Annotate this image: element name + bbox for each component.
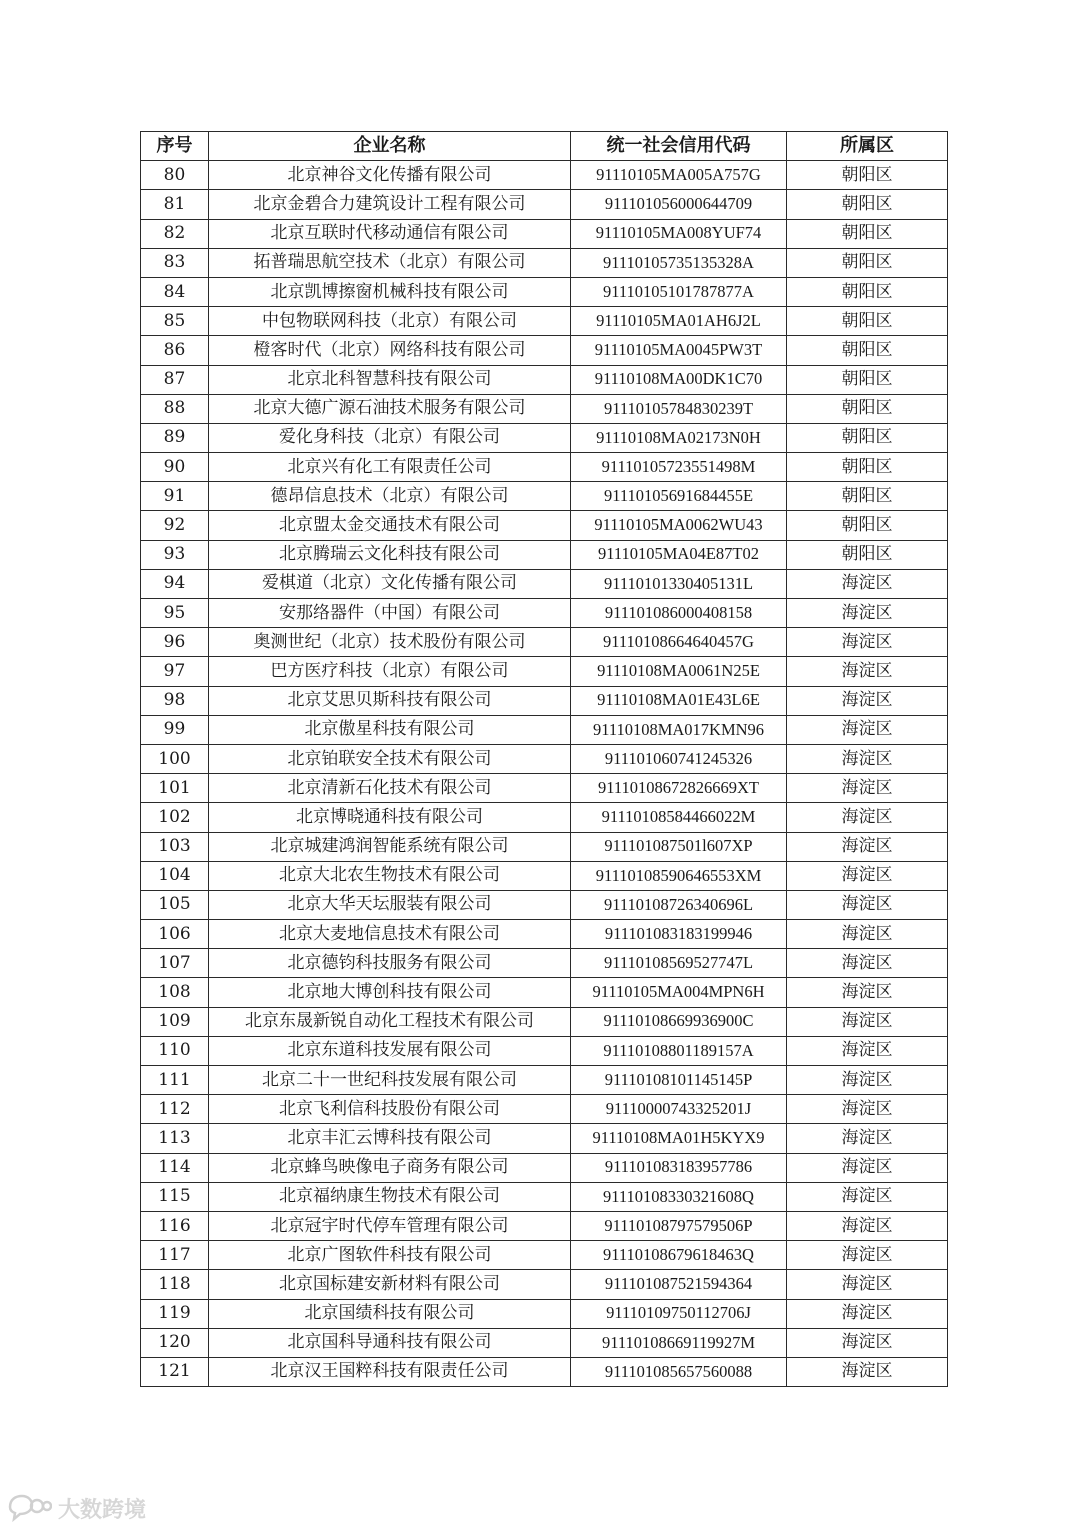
cell-credit-code: 91110105101787877A bbox=[571, 277, 787, 306]
cell-district: 海淀区 bbox=[787, 686, 948, 715]
cell-seq: 101 bbox=[141, 774, 209, 803]
watermark bbox=[6, 1488, 146, 1528]
cell-credit-code: 91110105MA004MPN6H bbox=[571, 978, 787, 1007]
cell-district: 海淀区 bbox=[787, 1357, 948, 1386]
cell-credit-code: 91110108101145145P bbox=[571, 1066, 787, 1095]
cell-district: 海淀区 bbox=[787, 803, 948, 832]
cell-company-name: 德昂信息技术（北京）有限公司 bbox=[209, 482, 571, 511]
cell-credit-code: 91110108664640457G bbox=[571, 628, 787, 657]
cell-seq: 120 bbox=[141, 1328, 209, 1357]
table-row bbox=[141, 774, 948, 803]
cell-company-name: 北京二十一世纪科技发展有限公司 bbox=[209, 1066, 571, 1095]
cell-credit-code: 91110108590646553XM bbox=[571, 861, 787, 890]
cell-company-name: 北京北科智慧科技有限公司 bbox=[209, 365, 571, 394]
cell-credit-code: 91110105723551498M bbox=[571, 453, 787, 482]
cell-credit-code: 91110108330321608Q bbox=[571, 1182, 787, 1211]
table-body bbox=[141, 161, 948, 1387]
cell-company-name: 拓普瑞思航空技术（北京）有限公司 bbox=[209, 248, 571, 277]
cell-credit-code: 91110108726340696L bbox=[571, 890, 787, 919]
cell-company-name: 北京国绩科技有限公司 bbox=[209, 1299, 571, 1328]
cell-company-name: 北京金碧合力建筑设计工程有限公司 bbox=[209, 190, 571, 219]
cell-seq: 104 bbox=[141, 861, 209, 890]
cell-credit-code: 91110108MA017KMN96 bbox=[571, 715, 787, 744]
cell-company-name: 北京凯博擦窗机械科技有限公司 bbox=[209, 277, 571, 306]
cell-seq: 112 bbox=[141, 1095, 209, 1124]
cell-seq: 97 bbox=[141, 657, 209, 686]
cell-seq: 119 bbox=[141, 1299, 209, 1328]
table-row bbox=[141, 1066, 948, 1095]
cell-credit-code: 91110108MA01E43L6E bbox=[571, 686, 787, 715]
table-row bbox=[141, 657, 948, 686]
cell-credit-code: 91110108MA02173N0H bbox=[571, 423, 787, 452]
cell-district: 朝阳区 bbox=[787, 161, 948, 190]
table-row bbox=[141, 1241, 948, 1270]
table-row bbox=[141, 511, 948, 540]
cell-credit-code: 91110108MA01H5KYX9 bbox=[571, 1124, 787, 1153]
cell-district: 朝阳区 bbox=[787, 482, 948, 511]
cell-seq: 113 bbox=[141, 1124, 209, 1153]
cell-district: 朝阳区 bbox=[787, 453, 948, 482]
cell-seq: 93 bbox=[141, 540, 209, 569]
cell-district: 海淀区 bbox=[787, 1241, 948, 1270]
cell-company-name: 北京大华天坛服装有限公司 bbox=[209, 890, 571, 919]
cell-credit-code: 91110105MA0062WU43 bbox=[571, 511, 787, 540]
cell-company-name: 北京大德广源石油技术服务有限公司 bbox=[209, 394, 571, 423]
cell-district: 海淀区 bbox=[787, 599, 948, 628]
table-row bbox=[141, 832, 948, 861]
cell-company-name: 北京蜂鸟映像电子商务有限公司 bbox=[209, 1153, 571, 1182]
table-row bbox=[141, 978, 948, 1007]
table-row bbox=[141, 1036, 948, 1065]
cell-seq: 98 bbox=[141, 686, 209, 715]
cell-seq: 90 bbox=[141, 453, 209, 482]
cell-seq: 81 bbox=[141, 190, 209, 219]
table-row bbox=[141, 1211, 948, 1240]
table-row bbox=[141, 1153, 948, 1182]
cell-district: 朝阳区 bbox=[787, 307, 948, 336]
cell-company-name: 北京城建鸿润智能系统有限公司 bbox=[209, 832, 571, 861]
cell-seq: 96 bbox=[141, 628, 209, 657]
cell-district: 海淀区 bbox=[787, 1328, 948, 1357]
cell-company-name: 北京汉王国粹科技有限责任公司 bbox=[209, 1357, 571, 1386]
cell-company-name: 北京互联时代移动通信有限公司 bbox=[209, 219, 571, 248]
cell-credit-code: 91110108679618463Q bbox=[571, 1241, 787, 1270]
header-district: 所属区 bbox=[787, 132, 948, 161]
cell-company-name: 北京傲星科技有限公司 bbox=[209, 715, 571, 744]
cell-district: 海淀区 bbox=[787, 920, 948, 949]
cell-seq: 100 bbox=[141, 744, 209, 773]
cell-credit-code: 91110108672826669XT bbox=[571, 774, 787, 803]
table-row bbox=[141, 744, 948, 773]
cell-company-name: 北京盟太金交通技术有限公司 bbox=[209, 511, 571, 540]
table-row bbox=[141, 949, 948, 978]
table-row bbox=[141, 365, 948, 394]
cell-credit-code: 91110105735135328A bbox=[571, 248, 787, 277]
table-row bbox=[141, 482, 948, 511]
cell-district: 海淀区 bbox=[787, 1299, 948, 1328]
cell-credit-code: 911101086000408158 bbox=[571, 599, 787, 628]
table-row bbox=[141, 336, 948, 365]
cell-company-name: 北京兴有化工有限责任公司 bbox=[209, 453, 571, 482]
cell-company-name: 北京国科导通科技有限公司 bbox=[209, 1328, 571, 1357]
cell-credit-code: 91110105MA04E87T02 bbox=[571, 540, 787, 569]
cell-seq: 83 bbox=[141, 248, 209, 277]
cell-credit-code: 911101060741245326 bbox=[571, 744, 787, 773]
table-row bbox=[141, 920, 948, 949]
cell-seq: 117 bbox=[141, 1241, 209, 1270]
cell-seq: 108 bbox=[141, 978, 209, 1007]
cell-credit-code: 91110108669936900C bbox=[571, 1007, 787, 1036]
table-row bbox=[141, 453, 948, 482]
table-row bbox=[141, 1328, 948, 1357]
cell-credit-code: 91110108801189157A bbox=[571, 1036, 787, 1065]
cell-district: 海淀区 bbox=[787, 774, 948, 803]
cell-seq: 114 bbox=[141, 1153, 209, 1182]
cell-seq: 109 bbox=[141, 1007, 209, 1036]
table-row bbox=[141, 803, 948, 832]
watermark-text: 大数跨境 bbox=[58, 1497, 147, 1523]
cell-company-name: 北京大麦地信息技术有限公司 bbox=[209, 920, 571, 949]
cell-credit-code: 91110108797579506P bbox=[571, 1211, 787, 1240]
cell-seq: 87 bbox=[141, 365, 209, 394]
cell-district: 海淀区 bbox=[787, 744, 948, 773]
table-row bbox=[141, 423, 948, 452]
cell-credit-code: 911101087521594364 bbox=[571, 1270, 787, 1299]
cell-company-name: 北京东晟新锐自动化工程技术有限公司 bbox=[209, 1007, 571, 1036]
cell-credit-code: 911101056000644709 bbox=[571, 190, 787, 219]
cell-credit-code: 91110109750112706J bbox=[571, 1299, 787, 1328]
cell-company-name: 北京艾思贝斯科技有限公司 bbox=[209, 686, 571, 715]
cell-company-name: 爱化身科技（北京）有限公司 bbox=[209, 423, 571, 452]
cell-district: 朝阳区 bbox=[787, 219, 948, 248]
cell-seq: 116 bbox=[141, 1211, 209, 1240]
cell-company-name: 北京冠宇时代停车管理有限公司 bbox=[209, 1211, 571, 1240]
cell-district: 海淀区 bbox=[787, 657, 948, 686]
cell-company-name: 北京东道科技发展有限公司 bbox=[209, 1036, 571, 1065]
cell-seq: 103 bbox=[141, 832, 209, 861]
table-row bbox=[141, 307, 948, 336]
header-credit-code: 统一社会信用代码 bbox=[571, 132, 787, 161]
cell-company-name: 北京德钧科技服务有限公司 bbox=[209, 949, 571, 978]
cell-credit-code: 91110108669119927M bbox=[571, 1328, 787, 1357]
table-row bbox=[141, 1095, 948, 1124]
cell-company-name: 北京铂联安全技术有限公司 bbox=[209, 744, 571, 773]
table-row bbox=[141, 248, 948, 277]
table-header-row bbox=[141, 132, 948, 161]
cell-district: 朝阳区 bbox=[787, 511, 948, 540]
cell-credit-code: 91110105784830239T bbox=[571, 394, 787, 423]
cell-credit-code: 91110108MA00DK1C70 bbox=[571, 365, 787, 394]
cell-company-name: 北京福纳康生物技术有限公司 bbox=[209, 1182, 571, 1211]
cell-seq: 95 bbox=[141, 599, 209, 628]
cell-company-name: 橙客时代（北京）网络科技有限公司 bbox=[209, 336, 571, 365]
cell-credit-code: 91110000743325201J bbox=[571, 1095, 787, 1124]
cell-credit-code: 91110105691684455E bbox=[571, 482, 787, 511]
cell-credit-code: 91110108MA0061N25E bbox=[571, 657, 787, 686]
table-row bbox=[141, 1007, 948, 1036]
cell-district: 海淀区 bbox=[787, 861, 948, 890]
table-row bbox=[141, 715, 948, 744]
table-row bbox=[141, 628, 948, 657]
table-row bbox=[141, 1270, 948, 1299]
cell-company-name: 北京地大博创科技有限公司 bbox=[209, 978, 571, 1007]
cell-seq: 86 bbox=[141, 336, 209, 365]
cell-seq: 106 bbox=[141, 920, 209, 949]
cell-district: 海淀区 bbox=[787, 569, 948, 598]
cell-company-name: 巴方医疗科技（北京）有限公司 bbox=[209, 657, 571, 686]
cell-district: 朝阳区 bbox=[787, 423, 948, 452]
cell-district: 朝阳区 bbox=[787, 248, 948, 277]
cell-credit-code: 911101085657560088 bbox=[571, 1357, 787, 1386]
cell-district: 朝阳区 bbox=[787, 540, 948, 569]
table-row bbox=[141, 861, 948, 890]
table-row bbox=[141, 599, 948, 628]
cell-seq: 84 bbox=[141, 277, 209, 306]
cell-district: 海淀区 bbox=[787, 1211, 948, 1240]
cell-credit-code: 91110105MA0045PW3T bbox=[571, 336, 787, 365]
cell-company-name: 中包物联网科技（北京）有限公司 bbox=[209, 307, 571, 336]
chat-bubble-icon bbox=[6, 1493, 52, 1523]
cell-company-name: 安那络器件（中国）有限公司 bbox=[209, 599, 571, 628]
cell-credit-code: 911101083183199946 bbox=[571, 920, 787, 949]
cell-district: 朝阳区 bbox=[787, 336, 948, 365]
cell-seq: 94 bbox=[141, 569, 209, 598]
cell-district: 海淀区 bbox=[787, 978, 948, 1007]
cell-seq: 121 bbox=[141, 1357, 209, 1386]
table-row bbox=[141, 569, 948, 598]
cell-company-name: 北京清新石化技术有限公司 bbox=[209, 774, 571, 803]
cell-company-name: 北京广图软件科技有限公司 bbox=[209, 1241, 571, 1270]
header-company-name: 企业名称 bbox=[209, 132, 571, 161]
cell-seq: 92 bbox=[141, 511, 209, 540]
table-row bbox=[141, 1357, 948, 1386]
cell-company-name: 北京博晓通科技有限公司 bbox=[209, 803, 571, 832]
cell-seq: 107 bbox=[141, 949, 209, 978]
cell-seq: 118 bbox=[141, 1270, 209, 1299]
cell-company-name: 北京腾瑞云文化科技有限公司 bbox=[209, 540, 571, 569]
table-row bbox=[141, 1182, 948, 1211]
cell-district: 海淀区 bbox=[787, 1270, 948, 1299]
cell-seq: 89 bbox=[141, 423, 209, 452]
cell-district: 海淀区 bbox=[787, 1036, 948, 1065]
cell-district: 海淀区 bbox=[787, 1095, 948, 1124]
cell-district: 朝阳区 bbox=[787, 190, 948, 219]
cell-seq: 102 bbox=[141, 803, 209, 832]
cell-district: 朝阳区 bbox=[787, 365, 948, 394]
cell-company-name: 北京国标建安新材料有限公司 bbox=[209, 1270, 571, 1299]
cell-seq: 82 bbox=[141, 219, 209, 248]
cell-credit-code: 91110108584466022M bbox=[571, 803, 787, 832]
cell-credit-code: 91110108569527747L bbox=[571, 949, 787, 978]
cell-company-name: 北京丰汇云博科技有限公司 bbox=[209, 1124, 571, 1153]
cell-seq: 88 bbox=[141, 394, 209, 423]
cell-company-name: 北京神谷文化传播有限公司 bbox=[209, 161, 571, 190]
cell-seq: 80 bbox=[141, 161, 209, 190]
cell-credit-code: 91110105MA01AH6J2L bbox=[571, 307, 787, 336]
table-row bbox=[141, 190, 948, 219]
cell-seq: 105 bbox=[141, 890, 209, 919]
cell-district: 海淀区 bbox=[787, 832, 948, 861]
cell-seq: 111 bbox=[141, 1066, 209, 1095]
cell-district: 海淀区 bbox=[787, 1066, 948, 1095]
cell-credit-code: 911101087501l607XP bbox=[571, 832, 787, 861]
cell-company-name: 奥测世纪（北京）技术股份有限公司 bbox=[209, 628, 571, 657]
cell-company-name: 北京飞利信科技股份有限公司 bbox=[209, 1095, 571, 1124]
cell-credit-code: 91110101330405131L bbox=[571, 569, 787, 598]
cell-credit-code: 911101083183957786 bbox=[571, 1153, 787, 1182]
cell-company-name: 爱棋道（北京）文化传播有限公司 bbox=[209, 569, 571, 598]
table-row bbox=[141, 540, 948, 569]
cell-seq: 91 bbox=[141, 482, 209, 511]
table-row bbox=[141, 686, 948, 715]
cell-district: 海淀区 bbox=[787, 949, 948, 978]
cell-credit-code: 91110105MA008YUF74 bbox=[571, 219, 787, 248]
table-row bbox=[141, 161, 948, 190]
cell-seq: 99 bbox=[141, 715, 209, 744]
header-seq: 序号 bbox=[141, 132, 209, 161]
cell-seq: 85 bbox=[141, 307, 209, 336]
cell-seq: 115 bbox=[141, 1182, 209, 1211]
table-row bbox=[141, 1124, 948, 1153]
cell-seq: 110 bbox=[141, 1036, 209, 1065]
cell-district: 朝阳区 bbox=[787, 394, 948, 423]
cell-district: 海淀区 bbox=[787, 890, 948, 919]
cell-credit-code: 91110105MA005A757G bbox=[571, 161, 787, 190]
cell-district: 海淀区 bbox=[787, 1153, 948, 1182]
table-row bbox=[141, 219, 948, 248]
cell-district: 海淀区 bbox=[787, 1007, 948, 1036]
cell-company-name: 北京大北农生物技术有限公司 bbox=[209, 861, 571, 890]
cell-district: 海淀区 bbox=[787, 715, 948, 744]
enterprise-table bbox=[140, 131, 948, 1387]
table-row bbox=[141, 277, 948, 306]
cell-district: 朝阳区 bbox=[787, 277, 948, 306]
cell-district: 海淀区 bbox=[787, 628, 948, 657]
table-row bbox=[141, 394, 948, 423]
cell-district: 海淀区 bbox=[787, 1182, 948, 1211]
cell-district: 海淀区 bbox=[787, 1124, 948, 1153]
table-row bbox=[141, 890, 948, 919]
table-row bbox=[141, 1299, 948, 1328]
